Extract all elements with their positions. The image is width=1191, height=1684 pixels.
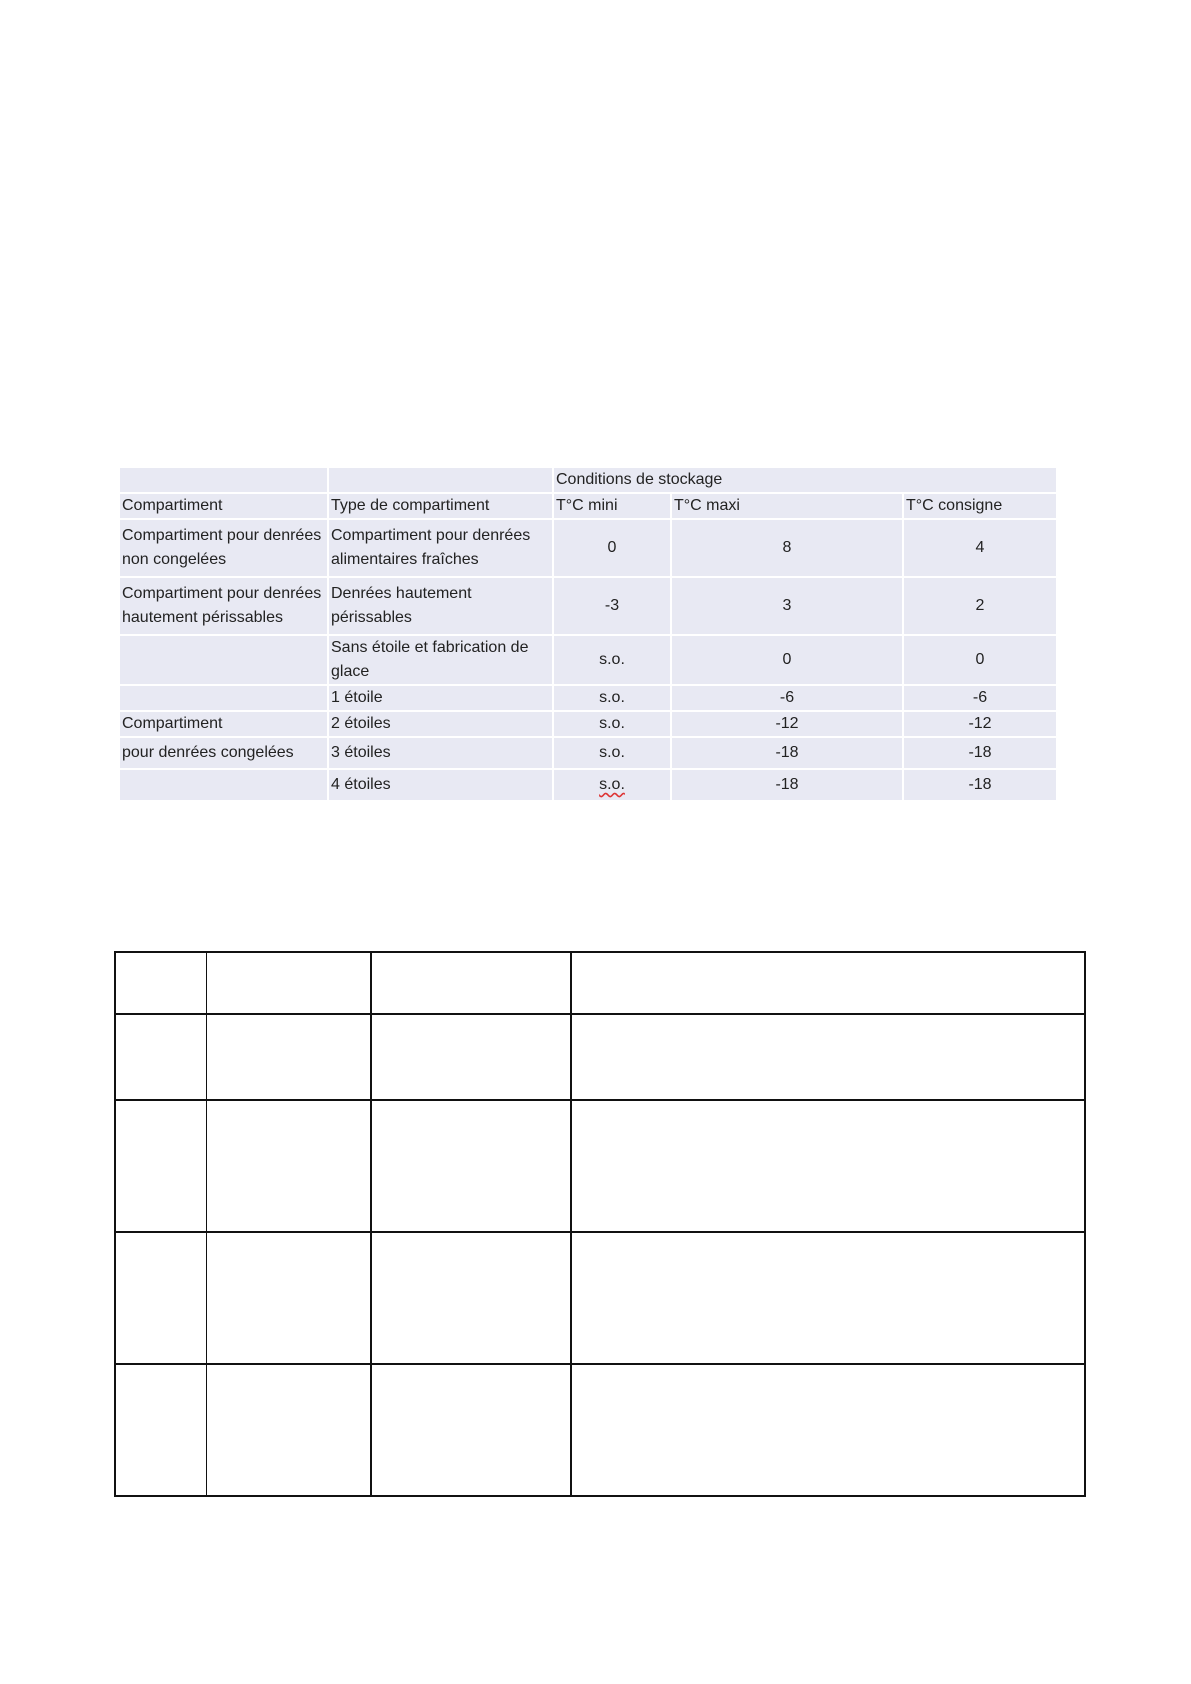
cell-tmin: -3 [554,578,670,634]
table-row [120,686,1056,710]
table-header-row-group [120,468,1056,492]
grid-cell[interactable] [206,1014,371,1100]
grid-cell[interactable] [115,1232,206,1364]
header-tmin: T°C mini [554,494,670,518]
cell-tset: 0 [904,636,1056,684]
header-tmax: T°C maxi [672,494,902,518]
cell-tset: 4 [904,520,1056,576]
grid-cell[interactable] [206,1232,371,1364]
grid-cell[interactable] [371,952,571,1014]
grid-cell[interactable] [371,1014,571,1100]
grid-cell[interactable] [371,1364,571,1496]
grid-row [115,1364,1085,1496]
cell-compartment [120,636,327,684]
cell-tmax: -18 [672,738,902,768]
cell-tmin: s.o. [554,738,670,768]
cell-tmin: s.o. [554,636,670,684]
grid-cell[interactable] [115,1014,206,1100]
header-empty-cell [120,468,327,492]
cell-compartment: Compartiment pour denrées hautement périssables [120,578,327,634]
grid-cell[interactable] [115,1100,206,1232]
grid-cell[interactable] [571,1232,1085,1364]
cell-tset: -18 [904,770,1056,800]
cell-type: Compartiment pour denrées alimentaires fraîches [329,520,552,576]
cell-tset: -12 [904,712,1056,736]
cell-type: Denrées hautement périssables [329,578,552,634]
table-row [120,636,1056,684]
header-conditions-de-stockage: Conditions de stockage [554,468,1056,492]
grid-row [115,952,1085,1014]
cell-tset: 2 [904,578,1056,634]
grid-cell[interactable] [371,1232,571,1364]
cell-tmax: -18 [672,770,902,800]
cell-type: Sans étoile et fabrication de glace [329,636,552,684]
cell-compartment: Compartiment [120,712,327,736]
grid-cell[interactable] [206,1364,371,1496]
cell-type: 2 étoiles [329,712,552,736]
empty-grid-table [114,951,1084,1497]
grid-row [115,1014,1085,1100]
cell-tmin [554,770,670,800]
header-empty-cell [329,468,552,492]
table-row [120,770,1056,800]
header-compartment: Compartiment [120,494,327,518]
grid-row [115,1100,1085,1232]
cell-compartment [120,686,327,710]
cell-compartment: pour denrées congelées [120,738,327,768]
cell-tmin: s.o. [554,712,670,736]
cell-type: 1 étoile [329,686,552,710]
table-row [120,712,1056,736]
spellcheck-underlined-text: s.o. [599,776,625,793]
cell-tset: -6 [904,686,1056,710]
grid-row [115,1232,1085,1364]
cell-tset: -18 [904,738,1056,768]
cell-tmax: 3 [672,578,902,634]
cell-type: 3 étoiles [329,738,552,768]
grid-cell[interactable] [371,1100,571,1232]
cell-tmax: 0 [672,636,902,684]
grid-cell[interactable] [571,1014,1085,1100]
grid-cell[interactable] [571,1364,1085,1496]
cell-tmin: s.o. [554,686,670,710]
cell-tmin: 0 [554,520,670,576]
grid-cell[interactable] [571,952,1085,1014]
grid-cell[interactable] [206,952,371,1014]
cell-compartment: Compartiment pour denrées non congelées [120,520,327,576]
cell-type: 4 étoiles [329,770,552,800]
cell-tmax: -6 [672,686,902,710]
header-type: Type de compartiment [329,494,552,518]
cell-tmax: 8 [672,520,902,576]
header-tset: T°C consigne [904,494,1056,518]
table-header-row [120,494,1056,518]
grid-cell[interactable] [206,1100,371,1232]
grid-cell[interactable] [571,1100,1085,1232]
cell-tmax: -12 [672,712,902,736]
storage-conditions-table [118,466,1054,801]
cell-compartment [120,770,327,800]
table-row [120,738,1056,768]
grid-cell[interactable] [115,952,206,1014]
table-row [120,578,1056,634]
grid-cell[interactable] [115,1364,206,1496]
table-row [120,520,1056,576]
